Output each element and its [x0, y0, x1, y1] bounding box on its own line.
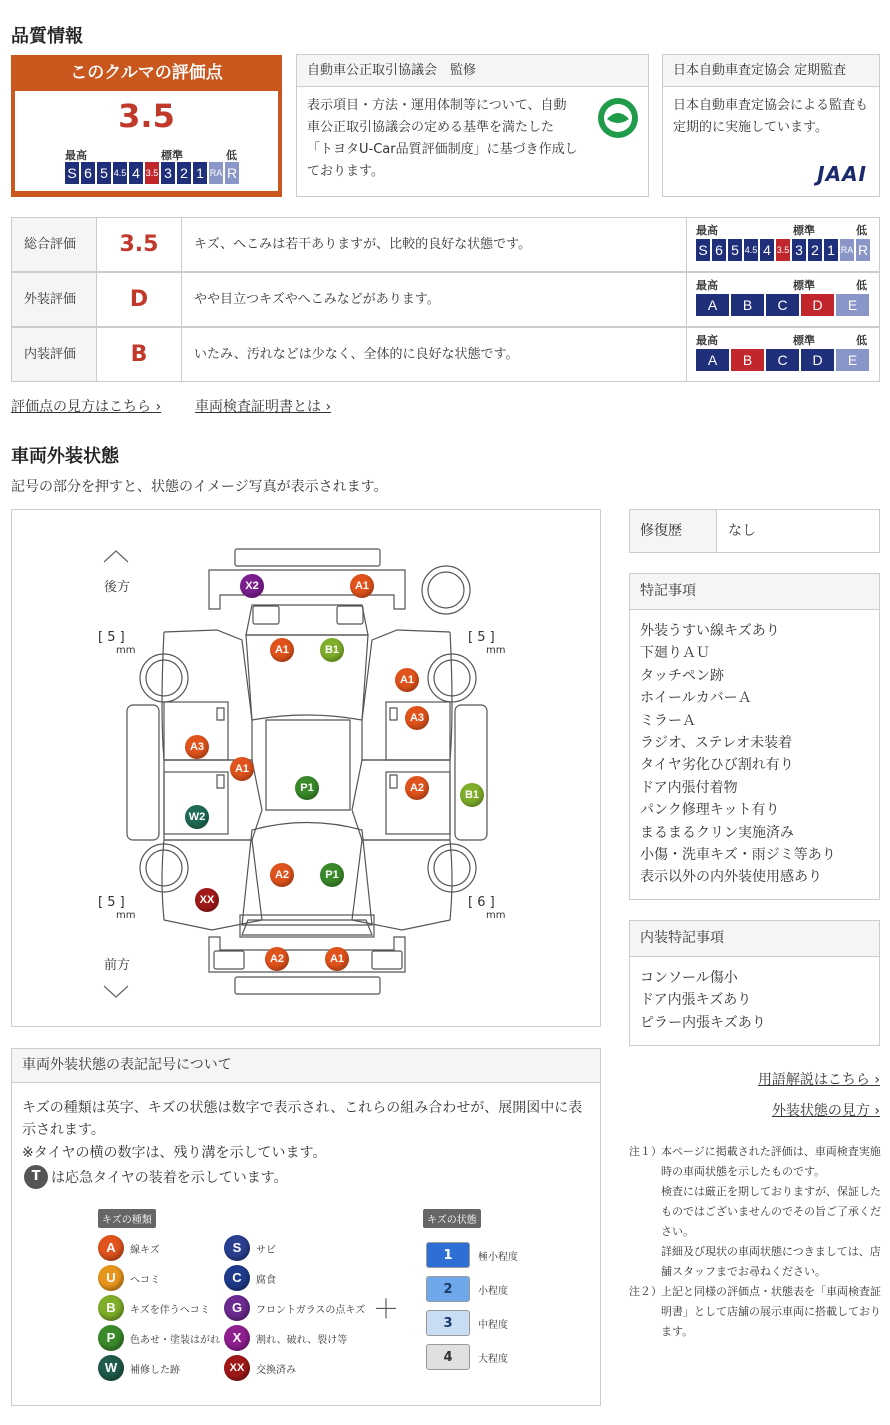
special-note-item: 小傷・洗車キズ・雨ジミ等あり [640, 847, 836, 864]
scale-cell: 5 [728, 239, 742, 261]
scale-low-label: 低 [856, 224, 867, 237]
rating-value: 3.5 [97, 218, 182, 271]
special-note-item: 表示以外の内外装使用感あり [640, 869, 822, 886]
damage-type-item [224, 1325, 347, 1351]
damage-type-item [98, 1355, 180, 1381]
rating-row [11, 217, 880, 272]
overall-scale [65, 162, 239, 184]
jaaa-panel-title: 自動車公正取引協議会 監修 [297, 55, 648, 87]
note-text: 上記と同様の評価点・状態表を「車両検査証明書」として店舗の展示車両に搭載しております。 [661, 1285, 881, 1338]
scale-cell: E [836, 349, 869, 371]
damage-mark[interactable]: B1 [460, 783, 484, 807]
damage-type-item [98, 1265, 160, 1291]
scale-cell: 2 [808, 239, 822, 261]
damage-state-tag: キズの状態 [423, 1209, 481, 1228]
chevron-right-icon: › [874, 1072, 880, 1088]
scale-cell: D [801, 349, 834, 371]
jaaa-panel [296, 54, 649, 197]
cert-link-text[interactable]: 車両検査証明書とは [195, 399, 321, 415]
interior-notes [629, 920, 880, 1046]
front-label: 前方 [104, 958, 131, 973]
chevron-right-icon: › [325, 399, 332, 415]
interior-note-item: ドア内張キズあり [640, 992, 752, 1009]
scale-std-label: 標準 [793, 224, 815, 237]
damage-mark[interactable]: A2 [270, 863, 294, 887]
damage-state-item [426, 1242, 518, 1268]
damage-type-icon: A [98, 1235, 124, 1261]
scale-low-label: 低 [856, 279, 867, 292]
damage-type-icon: X [224, 1325, 250, 1351]
scale-high-label: 最高 [65, 149, 87, 162]
damage-mark[interactable]: A1 [395, 668, 419, 692]
tread-unit: mm [486, 910, 506, 921]
damage-type-icon: U [98, 1265, 124, 1291]
scale-cell: R [856, 239, 870, 261]
damage-state-label: 小程度 [478, 1285, 508, 1297]
exterior-guide-link-text[interactable]: 外装状態の見方 [771, 1103, 870, 1119]
tread-front-left: [ 5 ] [98, 895, 125, 910]
special-notes [629, 573, 880, 900]
special-note-item: タッチペン跡 [640, 667, 724, 684]
scale-cell: B [731, 294, 764, 316]
rating-row [11, 272, 880, 327]
scale-cell: B [731, 349, 764, 371]
damage-type-label: 腐食 [256, 1274, 276, 1286]
damage-type-tag: キズの種類 [98, 1209, 156, 1228]
tread-rear-right: [ 5 ] [468, 630, 495, 645]
damage-type-icon: B [98, 1295, 124, 1321]
damage-type-icon: S [224, 1235, 250, 1261]
interior-note-item: ピラー内張キズあり [640, 1014, 766, 1031]
special-note-item: ドア内張付着物 [640, 779, 738, 796]
scale-high-label: 最高 [696, 334, 718, 347]
damage-type-label: ヘコミ [130, 1274, 160, 1286]
tread-front-right: [ 6 ] [468, 895, 495, 910]
interior-note-item: コンソール傷小 [640, 970, 738, 986]
scale-cell: 4.5 [113, 162, 127, 184]
scale-high-label: 最高 [696, 279, 718, 292]
scale-cell: A [696, 349, 729, 371]
jaai-logo: JAAI [817, 162, 867, 186]
scale-cell: 1 [193, 162, 207, 184]
damage-mark[interactable]: A1 [325, 947, 349, 971]
scale-cell: R [225, 162, 239, 184]
tread-rear-right-value: 5 [477, 630, 486, 645]
special-note-item: まるまるクリン実施済み [640, 824, 794, 841]
damage-type-item [224, 1295, 365, 1321]
damage-type-icon: G [224, 1295, 250, 1321]
tread-unit: mm [116, 910, 136, 921]
note-text: 詳細及び現状の車両状態につきましては、店舗スタッフまでお尋ねください。 [661, 1245, 881, 1278]
damage-type-label: フロントガラスの点キズ [256, 1304, 366, 1316]
tread-rear-left: [ 5 ] [98, 630, 125, 645]
damage-mark[interactable]: P1 [295, 776, 319, 800]
plus-icon: ＋ [373, 1295, 400, 1325]
rating-scale-labels [696, 277, 871, 291]
damage-mark[interactable]: XX [195, 888, 219, 912]
damage-state-box: 4 [426, 1344, 470, 1370]
damage-mark[interactable]: A1 [270, 638, 294, 662]
damage-type-icon: P [98, 1325, 124, 1351]
scale-cell: 4.5 [744, 239, 758, 261]
spare-tire-icon: T [24, 1165, 48, 1189]
scale-cell: 2 [177, 162, 191, 184]
score-box-title: このクルマの評価点 [70, 63, 223, 83]
note-text: 本ページに掲載された評価は、車両検査実施時の車両状態を示したものです。 [661, 1145, 881, 1178]
scale-std-label: 標準 [161, 149, 183, 162]
scale-cell: 3 [792, 239, 806, 261]
jaai-panel [662, 54, 880, 197]
glossary-link-text[interactable]: 用語解説はこちら [757, 1072, 870, 1088]
note-item [629, 1182, 881, 1242]
exterior-subtitle: 記号の部分を押すと、状態のイメージ写真が表示されます。 [11, 479, 388, 495]
special-note-item: 下廻りＡＵ [640, 645, 710, 662]
score-guide-link-text[interactable]: 評価点の見方はこちら [11, 399, 151, 415]
scale-cell: 6 [712, 239, 726, 261]
damage-state-item [426, 1344, 508, 1370]
damage-type-icon: C [224, 1265, 250, 1291]
fair-trade-logo-icon [597, 97, 639, 139]
damage-type-label: 補修した跡 [130, 1364, 180, 1376]
chevron-right-icon: › [874, 1103, 880, 1119]
damage-type-label: キズを伴うヘコミ [130, 1304, 210, 1316]
note-tag: 注１） [629, 1145, 662, 1158]
special-note-item: 外装うすい線キズあり [640, 623, 780, 639]
damage-type-label: 割れ、破れ、裂け等 [256, 1334, 348, 1346]
scale-cell: 3.5 [145, 162, 159, 184]
car-diagram [11, 509, 601, 1027]
note-item [629, 1242, 881, 1282]
score-value: 3.5 [118, 97, 175, 135]
damage-type-item [98, 1325, 220, 1351]
score-box [11, 55, 282, 197]
jaaa-panel-text: 表示項目・方法・運用体制等について、自動車公正取引協議会の定める基準を満たした「トヨタU-Car品質評価制度」に基づき作成しております。 [307, 98, 578, 179]
scale-cell: S [696, 239, 710, 261]
scale-std-label: 標準 [793, 334, 815, 347]
damage-type-item [98, 1235, 160, 1261]
score-guide-link[interactable] [11, 396, 161, 416]
rating-desc: やや目立つキズやへこみなどがあります。 [182, 273, 687, 326]
damage-state-item [426, 1276, 508, 1302]
legend-text: キズの種類は英字、キズの状態は数字で表示され、これらの組み合わせが、展開図中に表示されます。 [22, 1100, 583, 1138]
legend-title: 車両外装状態の表記記号について [12, 1049, 600, 1083]
scale-cell: E [836, 294, 869, 316]
scale-high-label: 最高 [696, 224, 718, 237]
scale-cell: RA [209, 162, 223, 184]
tread-unit: mm [116, 645, 136, 656]
special-notes-title: 特記事項 [630, 574, 879, 610]
damage-mark[interactable]: P1 [320, 863, 344, 887]
damage-mark[interactable]: A1 [230, 757, 254, 781]
damage-mark[interactable]: A2 [265, 947, 289, 971]
rating-label: 総合評価 [12, 218, 97, 271]
rating-desc: いたみ、汚れなどは少なく、全体的に良好な状態です。 [182, 328, 687, 381]
rating-label: 外装評価 [12, 273, 97, 326]
rating-scale-labels [696, 332, 871, 346]
legend-panel [11, 1048, 601, 1406]
note-text: 検査には厳正を期しておりますが、保証したものではございませんのでその旨ご了承ください。 [661, 1185, 881, 1238]
repair-history-label: 修復歴 [630, 510, 717, 552]
damage-type-label: 色あせ・塗装はがれ [130, 1334, 220, 1346]
rating-scale [696, 349, 869, 371]
rating-label: 内装評価 [12, 328, 97, 381]
interior-notes-title: 内装特記事項 [630, 921, 879, 957]
scale-cell: C [766, 349, 799, 371]
note-item [629, 1142, 881, 1182]
damage-mark[interactable]: W2 [185, 805, 209, 829]
scale-cell: 4 [129, 162, 143, 184]
legend-spare-note: は応急タイヤの装着を示しています。 [51, 1170, 288, 1186]
damage-mark[interactable]: A1 [350, 574, 374, 598]
damage-mark[interactable]: X2 [240, 574, 264, 598]
special-note-item: ラジオ、ステレオ未装着 [640, 735, 793, 752]
rating-value: D [97, 273, 182, 326]
scale-cell: RA [840, 239, 854, 261]
rating-scale [696, 239, 870, 261]
damage-type-item [224, 1235, 276, 1261]
scale-std-label: 標準 [793, 279, 815, 292]
damage-state-box: 2 [426, 1276, 470, 1302]
scale-cell: A [696, 294, 729, 316]
rating-desc: キズ、へこみは若干ありますが、比較的良好な状態です。 [182, 218, 687, 271]
jaai-panel-title: 日本自動車査定協会 定期監査 [663, 55, 879, 87]
scale-cell: 3.5 [776, 239, 790, 261]
damage-state-label: 中程度 [478, 1319, 508, 1331]
special-note-item: タイヤ劣化ひび割れ有り [640, 757, 794, 774]
car-outline [12, 510, 602, 1028]
repair-history [629, 509, 880, 553]
damage-type-icon: W [98, 1355, 124, 1381]
damage-type-item [98, 1295, 210, 1321]
damage-type-label: サビ [256, 1244, 276, 1256]
tread-front-right-value: 6 [477, 895, 486, 910]
damage-type-icon: XX [224, 1355, 250, 1381]
special-note-item: ホイールカバーＡ [640, 690, 752, 707]
special-note-item: パンク修理キット有り [640, 802, 780, 819]
cert-link[interactable] [195, 396, 331, 416]
tread-front-left-value: 5 [107, 895, 116, 910]
rating-scale-labels [696, 222, 871, 236]
damage-state-box: 1 [426, 1242, 470, 1268]
rear-label: 後方 [104, 580, 131, 595]
rating-scale [696, 294, 869, 316]
scale-low-label: 低 [226, 149, 237, 162]
damage-type-label: 線キズ [130, 1244, 160, 1256]
scale-cell: C [766, 294, 799, 316]
damage-mark[interactable]: B1 [320, 638, 344, 662]
scale-cell: 3 [161, 162, 175, 184]
damage-state-box: 3 [426, 1310, 470, 1336]
quality-heading: 品質情報 [11, 26, 83, 47]
special-note-item: ミラーＡ [640, 712, 696, 729]
legend-tread-note: ※タイヤの横の数字は、残り溝を示しています。 [22, 1145, 327, 1161]
glossary-link[interactable] [758, 1069, 880, 1089]
chevron-right-icon: › [155, 399, 162, 415]
rating-row [11, 327, 880, 382]
damage-type-item [224, 1355, 296, 1381]
repair-history-value: なし [728, 523, 756, 539]
note-tag: 注２） [629, 1285, 662, 1298]
damage-state-label: 大程度 [478, 1353, 508, 1365]
tread-rear-left-value: 5 [107, 630, 116, 645]
rating-value: B [97, 328, 182, 381]
tread-unit: mm [486, 645, 506, 656]
exterior-guide-link[interactable] [772, 1100, 880, 1120]
damage-state-item [426, 1310, 508, 1336]
damage-type-item [224, 1265, 276, 1291]
scale-cell: S [65, 162, 79, 184]
scale-cell: 4 [760, 239, 774, 261]
exterior-heading: 車両外装状態 [11, 446, 119, 467]
scale-cell: 1 [824, 239, 838, 261]
damage-mark[interactable]: A3 [405, 706, 429, 730]
note-item [629, 1282, 881, 1342]
scale-cell: 6 [81, 162, 95, 184]
scale-cell: 5 [97, 162, 111, 184]
damage-mark[interactable]: A2 [405, 776, 429, 800]
damage-mark[interactable]: A3 [185, 735, 209, 759]
damage-state-label: 極小程度 [478, 1251, 518, 1263]
scale-low-label: 低 [856, 334, 867, 347]
damage-type-label: 交換済み [256, 1364, 296, 1376]
scale-cell: D [801, 294, 834, 316]
jaai-panel-text: 日本自動車査定協会による監査も定期的に実施しています。 [673, 98, 869, 135]
